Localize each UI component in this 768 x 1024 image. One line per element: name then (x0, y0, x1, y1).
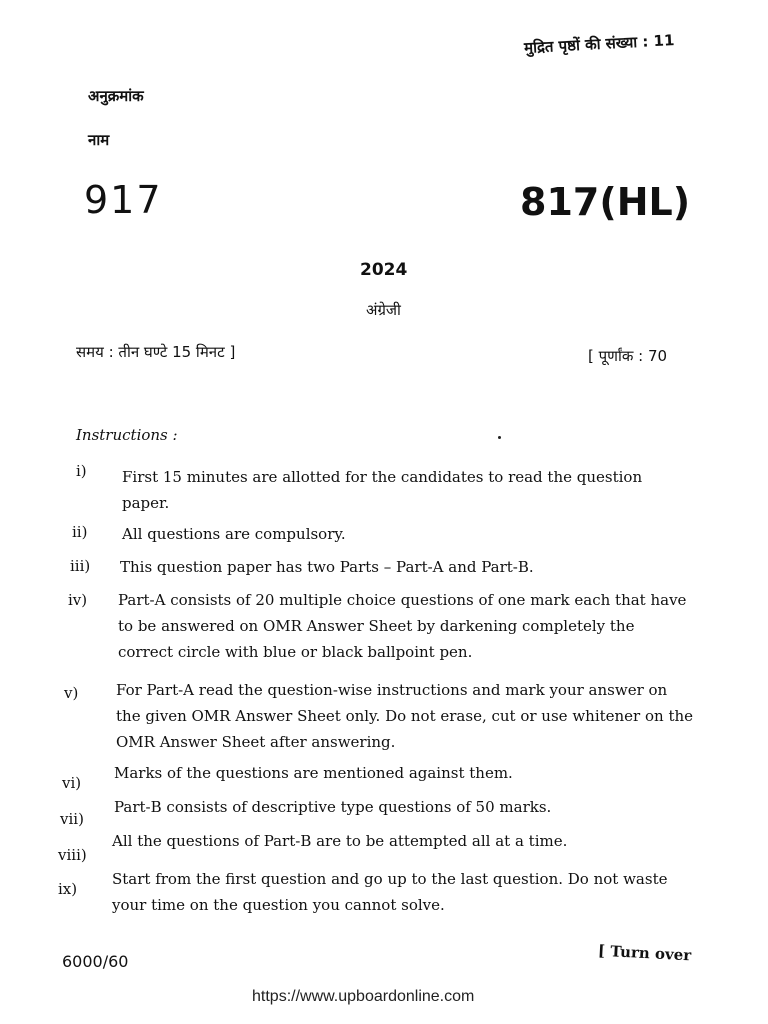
printed-pages-count: मुद्रित पृष्ठों की संख्या : 11 (523, 31, 675, 57)
exam-year: 2024 (360, 260, 408, 280)
time-allowed: समय : तीन घण्टे 15 मिनट ] (76, 343, 236, 361)
instruction-text: All the questions of Part-B are to be attempted all at a time. (112, 832, 568, 850)
turn-over-note: [ Turn over (597, 941, 692, 965)
stray-dot (498, 436, 501, 439)
footer-code: 6000/60 (62, 952, 129, 971)
instruction-number: iii) (70, 557, 91, 575)
instruction-number: i) (76, 462, 87, 480)
source-url[interactable]: https://www.upboardonline.com (252, 988, 475, 1005)
instruction-number: v) (64, 684, 79, 702)
instruction-number: ii) (72, 523, 88, 541)
instruction-text: Start from the first question and go up to the last question. Do not waste your time on the question you cannot solve. (112, 870, 668, 914)
paper-code: 817(HL) (520, 180, 691, 224)
instruction-number: iv) (68, 591, 88, 609)
name-label: नाम (88, 131, 110, 149)
instruction-number: vii) (60, 810, 84, 828)
instruction-text: Part-A consists of 20 multiple choice questions of one mark each that have to be answered on OMR Answer Sheet by darkening completely the correct circle with blue or black ballpoint pen. (118, 591, 687, 661)
instruction-text: First 15 minutes are allotted for the candidates to read the question paper. (122, 468, 643, 512)
maximum-marks: [ पूर्णांक : 70 (588, 347, 668, 365)
subject-title: अंग्रेजी (366, 301, 401, 319)
instruction-text: For Part-A read the question-wise instructions and mark your answer on the given OMR Answer Sheet only. Do not erase, cut or use whitener on the OMR Answer Sheet after answering. (116, 681, 694, 751)
instruction-text: All questions are compulsory. (122, 525, 346, 543)
handwritten-number: 917 (84, 178, 163, 222)
instruction-number: ix) (58, 880, 78, 898)
instruction-number: viii) (58, 846, 87, 864)
instruction-text: Marks of the questions are mentioned against them. (114, 764, 513, 782)
instruction-text: This question paper has two Parts – Part-A and Part-B. (120, 558, 534, 576)
roll-number-label: अनुक्रमांक (88, 87, 144, 105)
instructions-heading: Instructions : (76, 426, 178, 444)
instruction-text: Part-B consists of descriptive type questions of 50 marks. (114, 798, 552, 816)
instruction-number: vi) (62, 774, 82, 792)
